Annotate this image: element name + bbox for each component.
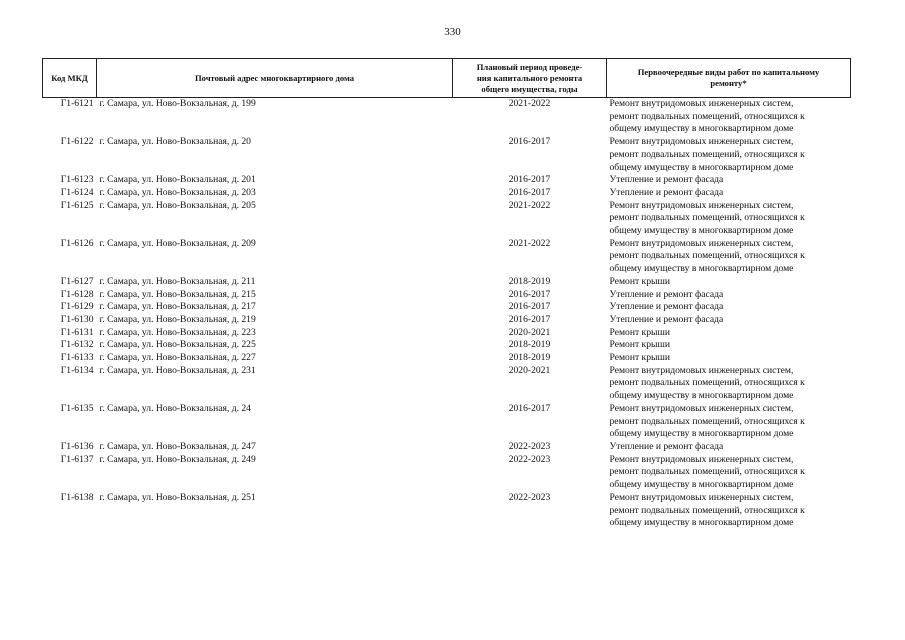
row-code: Г1-6131 — [60, 326, 94, 338]
row-works-line: общему имуществу в многоквартирном доме — [609, 517, 794, 529]
row-address: г. Самара, ул. Ново-Вокзальная, д. 217 — [99, 301, 256, 313]
table-row — [43, 339, 851, 352]
row-works-line: ремонт подвальных помещений, относящихся к — [609, 110, 805, 122]
row-works-line: Ремонт внутридомовых инженерных систем, — [609, 237, 794, 249]
row-address: г. Самара, ул. Ново-Вокзальная, д. 24 — [99, 402, 251, 414]
row-code: Г1-6124 — [60, 186, 94, 198]
row-code: Г1-6135 — [60, 402, 94, 414]
table-row — [43, 276, 851, 289]
row-code: Г1-6130 — [60, 313, 94, 325]
header-works — [607, 59, 851, 98]
row-address: г. Самара, ул. Ново-Вокзальная, д. 251 — [99, 491, 256, 503]
row-works-line: общему имуществу в многоквартирном доме — [609, 479, 794, 491]
row-works-line: Утепление и ремонт фасада — [609, 313, 724, 325]
row-code: Г1-6128 — [60, 288, 94, 300]
row-code: Г1-6132 — [60, 339, 94, 351]
table-row — [43, 289, 851, 302]
row-address: г. Самара, ул. Ново-Вокзальная, д. 227 — [99, 352, 256, 364]
row-code: Г1-6123 — [60, 174, 94, 186]
row-period: 2021-2022 — [508, 98, 551, 109]
row-period: 2016-2017 — [508, 313, 551, 325]
row-works — [607, 454, 851, 492]
row-works-line: Утепление и ремонт фасада — [609, 288, 724, 300]
row-works — [607, 187, 851, 200]
row-works — [607, 200, 851, 238]
row-address: г. Самара, ул. Ново-Вокзальная, д. 209 — [99, 237, 256, 249]
row-works-line: Утепление и ремонт фасада — [609, 186, 724, 198]
row-period: 2016-2017 — [508, 174, 551, 186]
table-row — [43, 136, 851, 174]
table-body — [43, 98, 851, 530]
row-works-line: Ремонт внутридомовых инженерных систем, — [609, 136, 794, 148]
row-period: 2022-2023 — [508, 453, 551, 465]
row-address: г. Самара, ул. Ново-Вокзальная, д. 231 — [99, 364, 256, 376]
header-period-line: общего имущества, годы — [481, 83, 578, 94]
row-code: Г1-6125 — [60, 199, 94, 211]
row-works-line: Утепление и ремонт фасада — [609, 440, 724, 452]
table-row — [43, 314, 851, 327]
row-works-line: Ремонт крыши — [609, 339, 670, 351]
row-address: г. Самара, ул. Ново-Вокзальная, д. 219 — [99, 313, 256, 325]
table-row — [43, 187, 851, 200]
row-code: Г1-6136 — [60, 440, 94, 452]
row-works-line: Утепление и ремонт фасада — [609, 301, 724, 313]
table-row — [43, 454, 851, 492]
row-period: 2020-2021 — [508, 364, 551, 376]
header-works-line: Первоочередные виды работ по капитальному — [637, 67, 820, 77]
row-works — [607, 289, 851, 302]
row-period: 2016-2017 — [508, 301, 551, 313]
row-works — [607, 301, 851, 314]
row-works-line: общему имуществу в многоквартирном доме — [609, 161, 794, 173]
table-row — [43, 200, 851, 238]
row-address: г. Самара, ул. Ново-Вокзальная, д. 211 — [99, 275, 256, 287]
row-works — [607, 403, 851, 441]
table-row — [43, 352, 851, 365]
row-code: Г1-6129 — [60, 301, 94, 313]
header-period — [453, 59, 607, 98]
row-works-line: Утепление и ремонт фасада — [609, 174, 724, 186]
row-works — [607, 136, 851, 174]
row-works-line: ремонт подвальных помещений, относящихся к — [609, 504, 805, 516]
row-address: г. Самара, ул. Ново-Вокзальная, д. 201 — [99, 174, 256, 186]
row-code: Г1-6134 — [60, 364, 94, 376]
row-period: 2021-2022 — [508, 199, 551, 211]
row-works-line: Ремонт внутридомовых инженерных систем, — [609, 98, 794, 109]
row-address: г. Самара, ул. Ново-Вокзальная, д. 203 — [99, 186, 256, 198]
row-period: 2016-2017 — [508, 402, 551, 414]
row-works — [607, 339, 851, 352]
row-works — [607, 352, 851, 365]
table-row — [43, 174, 851, 187]
row-period: 2022-2023 — [508, 491, 551, 503]
row-works-line: Ремонт внутридомовых инженерных систем, — [609, 453, 794, 465]
row-address: г. Самара, ул. Ново-Вокзальная, д. 249 — [99, 453, 256, 465]
row-period: 2016-2017 — [508, 288, 551, 300]
row-address: г. Самара, ул. Ново-Вокзальная, д. 223 — [99, 326, 256, 338]
row-works — [607, 174, 851, 187]
header-period-line: ния капитального ремонта — [476, 72, 583, 83]
row-period: 2021-2022 — [508, 237, 551, 249]
row-works-line: ремонт подвальных помещений, относящихся к — [609, 377, 805, 389]
row-address: г. Самара, ул. Ново-Вокзальная, д. 205 — [99, 199, 256, 211]
row-works-line: Ремонт внутридомовых инженерных систем, — [609, 364, 794, 376]
row-works — [607, 327, 851, 340]
row-code: Г1-6121 — [60, 98, 94, 109]
table-row — [43, 441, 851, 454]
table-row — [43, 327, 851, 340]
row-period: 2016-2017 — [508, 136, 551, 148]
table-row — [43, 238, 851, 276]
header-address: Почтовый адрес многоквартирного дома — [97, 59, 453, 98]
row-works-line: ремонт подвальных помещений, относящихся к — [609, 415, 805, 427]
row-works-line: Ремонт крыши — [609, 352, 670, 364]
row-address: г. Самара, ул. Ново-Вокзальная, д. 20 — [99, 136, 251, 148]
row-works-line: ремонт подвальных помещений, относящихся к — [609, 250, 805, 262]
row-works-line: Ремонт внутридомовых инженерных систем, — [609, 491, 794, 503]
row-works — [607, 98, 851, 137]
row-works-line: ремонт подвальных помещений, относящихся к — [609, 212, 805, 224]
housing-registry-table — [42, 58, 851, 530]
table-row — [43, 98, 851, 137]
row-works-line: ремонт подвальных помещений, относящихся к — [609, 466, 805, 478]
row-period: 2018-2019 — [508, 339, 551, 351]
table-row — [43, 301, 851, 314]
row-works-line: общему имуществу в многоквартирном доме — [609, 123, 794, 135]
row-period: 2018-2019 — [508, 275, 551, 287]
row-works — [607, 276, 851, 289]
table-row — [43, 492, 851, 530]
row-works-line: ремонт подвальных помещений, относящихся к — [609, 148, 805, 160]
row-period: 2020-2021 — [508, 326, 551, 338]
row-works — [607, 314, 851, 327]
row-works-line: Ремонт крыши — [609, 326, 670, 338]
row-works — [607, 238, 851, 276]
row-works-line: общему имуществу в многоквартирном доме — [609, 390, 794, 402]
table-row — [43, 403, 851, 441]
row-works-line: общему имуществу в многоквартирном доме — [609, 225, 794, 237]
row-code: Г1-6127 — [60, 275, 94, 287]
row-works-line: Ремонт крыши — [609, 275, 670, 287]
row-works-line: Ремонт внутридомовых инженерных систем, — [609, 199, 794, 211]
row-period: 2022-2023 — [508, 440, 551, 452]
row-code: Г1-6138 — [60, 491, 94, 503]
row-address: г. Самара, ул. Ново-Вокзальная, д. 225 — [99, 339, 256, 351]
row-works-line: общему имуществу в многоквартирном доме — [609, 428, 794, 440]
row-works-line: общему имуществу в многоквартирном доме — [609, 263, 794, 275]
header-period-line: Плановый период проведе- — [476, 61, 583, 72]
row-works — [607, 365, 851, 403]
row-address: г. Самара, ул. Ново-Вокзальная, д. 199 — [99, 98, 256, 109]
page-number: 330 — [444, 26, 461, 38]
table-row — [43, 365, 851, 403]
row-address: г. Самара, ул. Ново-Вокзальная, д. 215 — [99, 288, 256, 300]
row-works-line: Ремонт внутридомовых инженерных систем, — [609, 402, 794, 414]
row-period: 2018-2019 — [508, 352, 551, 364]
header-code: Код МКД — [43, 59, 97, 98]
row-code: Г1-6126 — [60, 237, 94, 249]
row-works — [607, 492, 851, 530]
row-period: 2016-2017 — [508, 186, 551, 198]
row-works — [607, 441, 851, 454]
header-works-line: ремонту* — [710, 78, 747, 88]
row-code: Г1-6137 — [60, 453, 94, 465]
table-header — [43, 59, 851, 98]
row-address: г. Самара, ул. Ново-Вокзальная, д. 247 — [99, 440, 256, 452]
row-code: Г1-6122 — [60, 136, 94, 148]
row-code: Г1-6133 — [60, 352, 94, 364]
